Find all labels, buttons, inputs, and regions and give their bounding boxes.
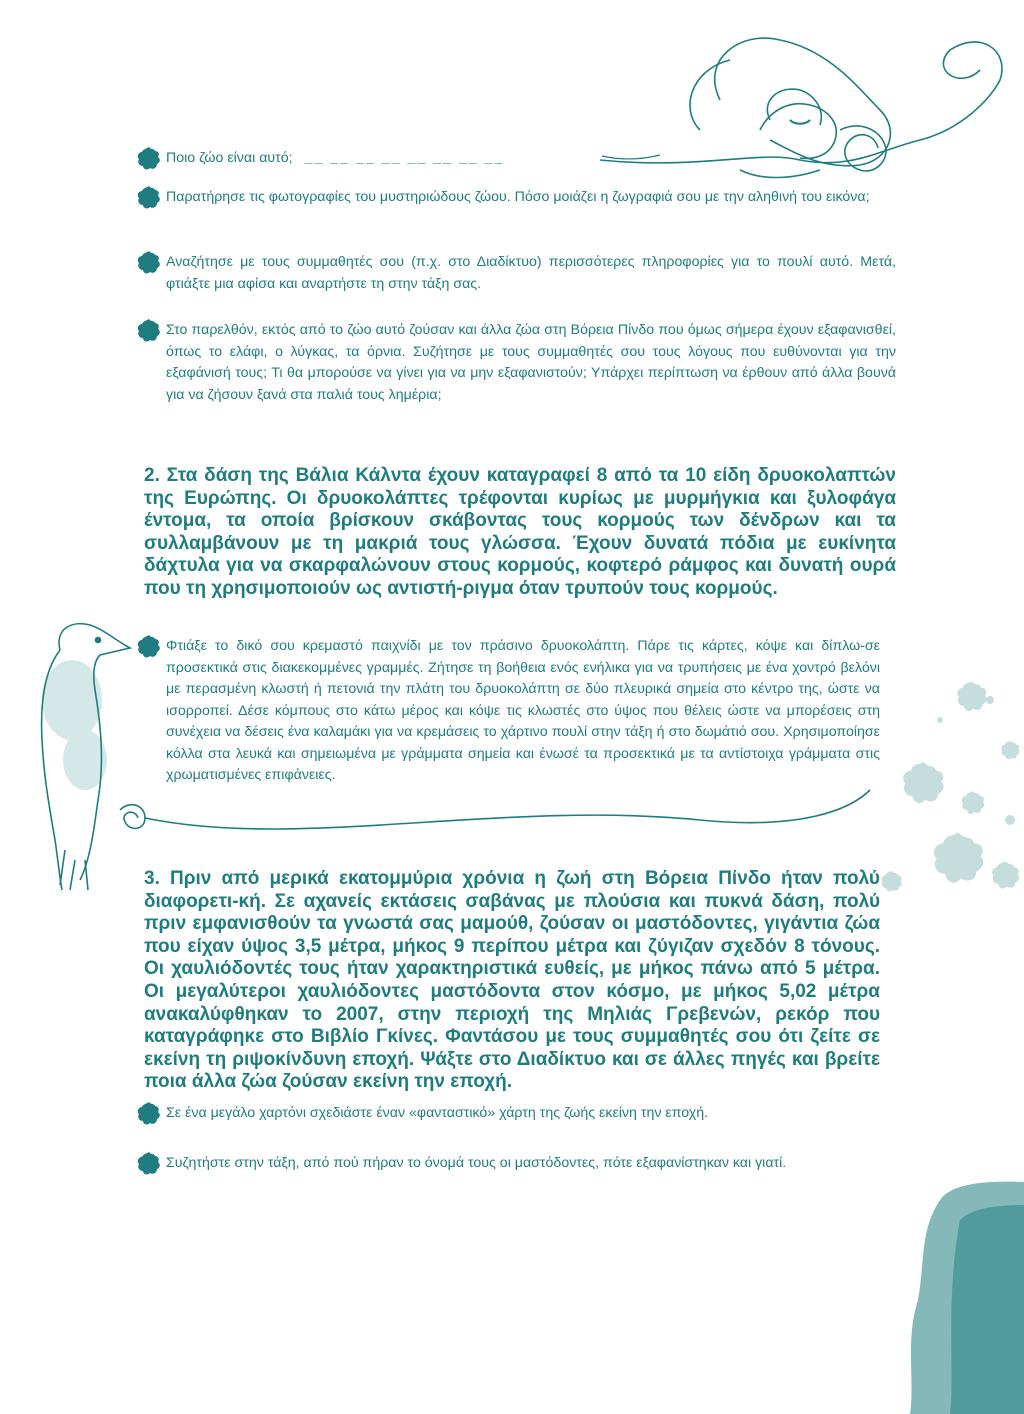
question-1-text: Ποιο ζώο είναι αυτό;	[166, 150, 293, 166]
section-2-task	[166, 636, 880, 787]
question-4-text: Στο παρελθόν, εκτός από το ζώο αυτό ζούσαν και άλλα ζώα στη Βόρεια Πίνδο που όμως σήμερα έχουν εξαφανισθεί, όπως το ελάφι, ο λύγκας, τα όρνια. Συζήτησε με τους συμμαθητές σου τους λόγους που ευθύνονται για την εξαφάνισή τους; Τι θα μπορούσε να γίνει για να μην εξαφανιστούν; Υπάρχει περίπτωση να έρθουν από άλλα βουνά για να ζήσουν ξανά στα παλιά τους λημέρια;	[166, 322, 896, 404]
splash-bullet-icon	[136, 318, 162, 344]
splash-bullet-icon	[136, 146, 162, 172]
question-2-text: Παρατήρησε τις φωτογραφίες του μυστηριώδους ζώου. Πόσο μοιάζει η ζωγραφιά σου με την αληθινή του εικόνα;	[166, 189, 870, 205]
brush-stroke-bottom-right	[910, 1182, 1024, 1414]
section-3-task-1	[166, 1103, 896, 1125]
section-2-task-text: Φτιάξε το δικό σου κρεμαστό παιχνίδι με τον πράσινο δρυοκολάπτη. Πάρε τις κάρτες, κόψε και δίπλω-σε προσεκτικά στις διακεκομμένες γραμμές. Ζήτησε τη βοήθεια ενός ενήλικα για να τρυπήσεις με ένα χοντρό βελόνι με περασμένη κλωστή ή πετονιά την πλάτη του δρυοκολάπτη σε δύο πλευρικά σημεία στο κέντρο της, ώστε να ισορροπεί. Δέσε κόμπους στο κάτω μέρος και κόψε τις κλωστές στο ύψος που θέλεις ώστε να μπορέσεις στη συνέχεια να δέσεις ένα καλαμάκι για να κρεμάσεις το χάρτινο πουλί στην τάξη ή στο δωμάτιό σου. Χρησιμοποίησε κόλλα στα λευκά και σημειωμένα με γράμματα σημεία και ένωσέ τα προσεκτικά με τα αντίστοιχα γράμματα στις χρωματισμένες επιφάνειες.	[166, 638, 880, 783]
splash-bullet-icon	[136, 634, 162, 660]
splash-bullet-icon	[136, 1101, 162, 1127]
question-1	[166, 148, 896, 170]
splash-bullet-icon	[136, 1151, 162, 1177]
question-4	[166, 320, 896, 407]
section-2-paragraph: 2. Στα δάση της Βάλια Κάλντα έχουν καταγραφεί 8 από τα 10 είδη δρυοκολαπτών της Ευρώπης. Οι δρυοκολάπτες τρέφονται κυρίως με μυρμήγκια και ξυλοφάγα έντομα, τα οποία βρίσκουν σκάβοντας τους κορμούς των δένδρων και τα συλλαμβάνουν με τη μακριά τους γλώσσα. Έχουν δυνατά πόδια με ευκίνητα δάχτυλα για να σκαρφαλώνουν στους κορμούς, κοφτερό ράμφος και δυνατή ουρά που τη χρησιμοποιούν ως αντιστή-ριγμα όταν τρυπούν τους κορμούς.	[144, 465, 896, 599]
ink-splatter-right	[882, 681, 1020, 891]
question-3	[166, 252, 896, 295]
section-3-task-2	[166, 1153, 896, 1175]
question-3-text: Αναζήτησε με τους συμμαθητές σου (π.χ. στο Διαδίκτυο) περισσότερες πληροφορίες για το πουλί αυτό. Μετά, φτιάξτε μια αφίσα και αναρτήστε τη στην τάξη σας.	[166, 254, 896, 292]
section-3-paragraph: 3. Πριν από μερικά εκατομμύρια χρόνια η ζωή στη Βόρεια Πίνδο ήταν πολύ διαφορετι-κή. Σε αχανείς εκτάσεις σαβάνας με πλούσια και πυκνά δάση, πολύ πριν εμφανισθούν τα γνωστά σας μαμούθ, ζούσαν οι μαστόδοντες, γιγάντια ζώα που είχαν ύψος 3,5 μέτρα, μήκος 9 περίπου μέτρα και ζύγιζαν σχεδόν 8 τόνους. Οι χαυλιόδοντές τους ήταν χαρακτηριστικά ευθείς, με μήκος πάνω από 5 μέτρα. Οι μεγαλύτεροι χαυλιόδοντες μαστόδοντα στον κόσμο, με μήκος 5,02 μέτρα ανακαλύφθηκαν το 2007, στην περιοχή της Μηλιάς Γρεβενών, ρεκόρ που καταγράφηκε στο Βιβλίο Γκίνες. Φαντάσου με τους συμμαθητές σου ότι ζείτε σε εκείνη τη ριψοκίνδυνη εποχή. Ψάξτε στο Διαδίκτυο και σε άλλες πηγές και βρείτε ποια άλλα ζώα ζούσαν εκείνη την εποχή.	[144, 868, 880, 1093]
section-3-task-2-text: Συζητήστε στην τάξη, από πού πήραν το όνομά τους οι μαστόδοντες, πότε εξαφανίστηκαν και γιατί.	[166, 1155, 787, 1171]
section-3-task-1-text: Σε ένα μεγάλο χαρτόνι σχεδιάστε έναν «φανταστικό» χάρτη της ζωής εκείνη την εποχή.	[166, 1105, 709, 1121]
splash-bullet-icon	[136, 185, 162, 211]
answer-blanks[interactable]: __ __ __ __ __ __ __ __	[304, 150, 505, 166]
question-2	[166, 187, 896, 209]
splash-bullet-icon	[136, 250, 162, 276]
